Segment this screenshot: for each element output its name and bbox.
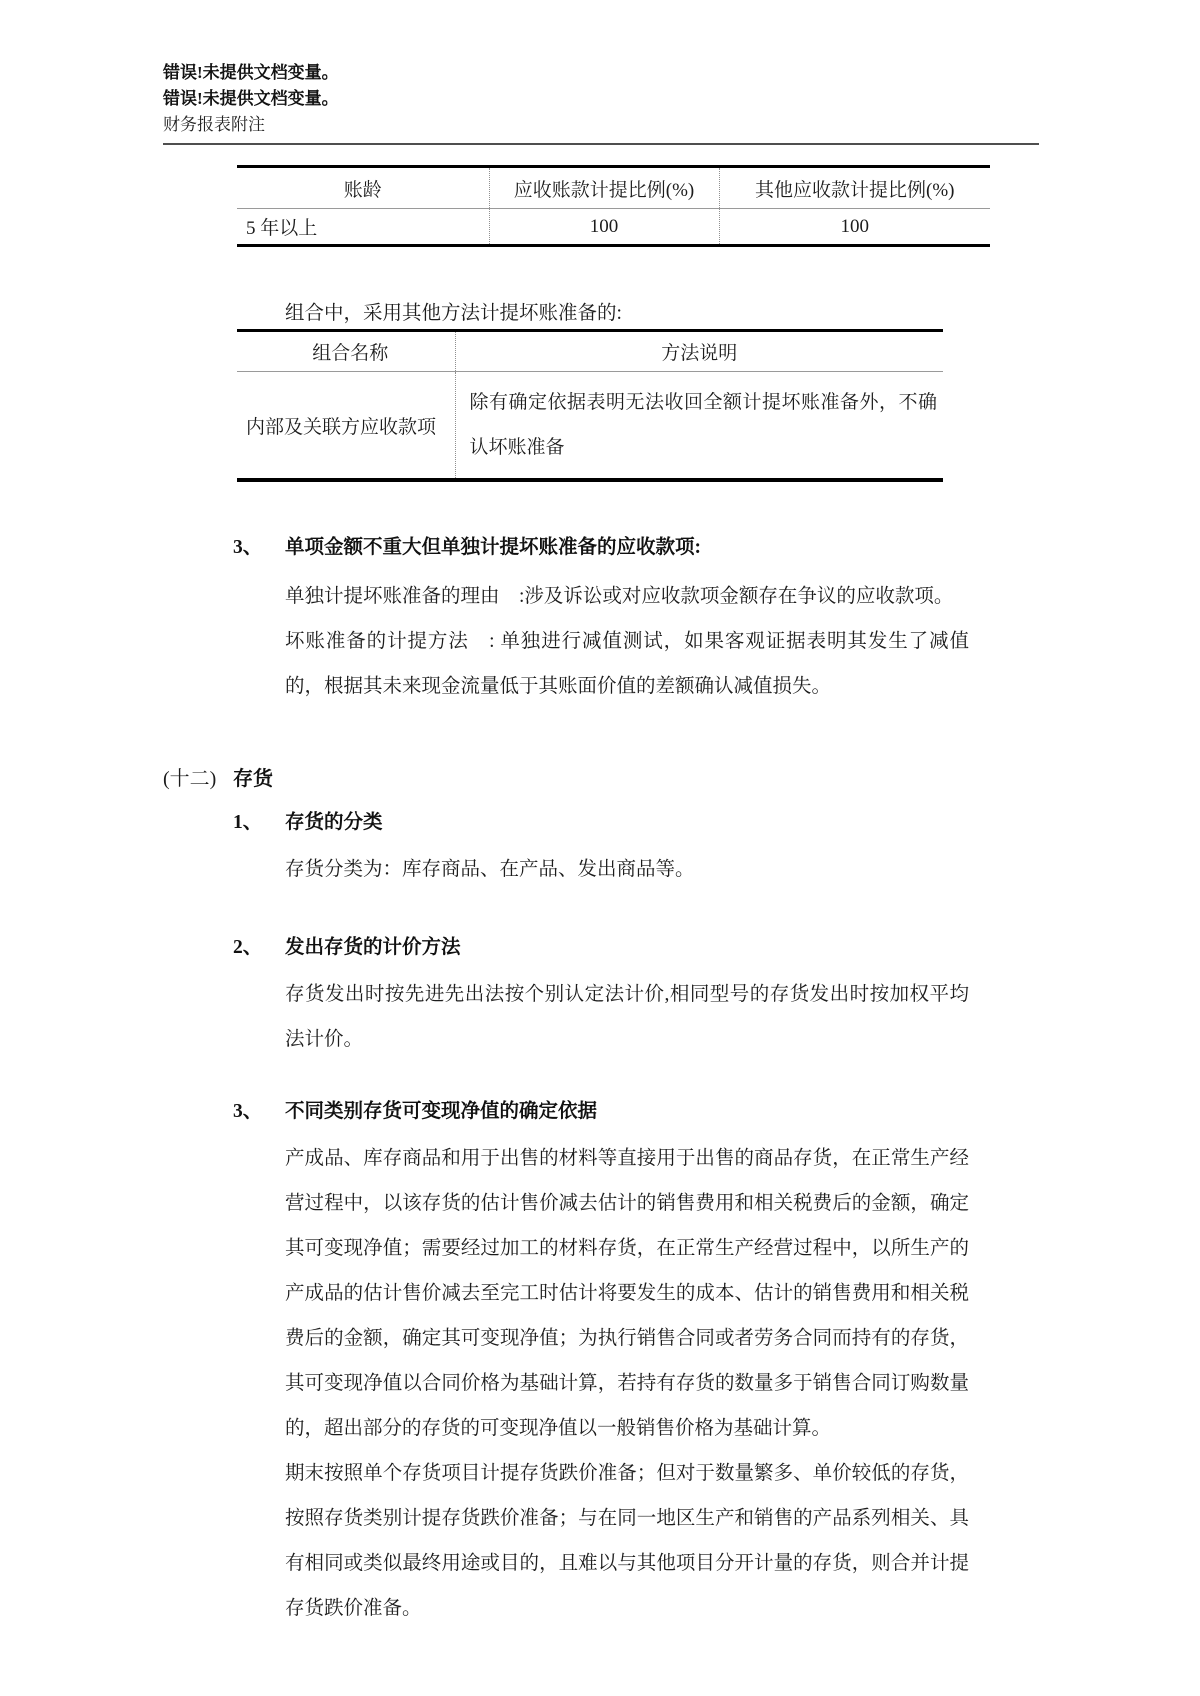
ar-ratio-cell: 100 <box>489 209 719 246</box>
table-row <box>237 372 943 481</box>
inventory-sub1-body: 存货分类为：库存商品、在产品、发出商品等。 <box>285 859 695 880</box>
method-desc-column-header: 方法说明 <box>455 331 943 372</box>
item-number: 3、 <box>233 537 263 558</box>
other-ratio-cell: 100 <box>719 209 990 246</box>
header-rule <box>163 143 1039 145</box>
item-title: 不同类别存货可变现净值的确定依据 <box>285 1101 598 1122</box>
aging-provision-table <box>237 165 990 247</box>
inventory-sub2-body: 存货发出时按先进先出法按个别认定法计价,相同型号的存货发出时按加权平均法计价。 <box>285 984 969 1050</box>
table-header-row <box>237 167 990 209</box>
item-number: 2、 <box>233 937 263 958</box>
inventory-sub3-para1: 产成品、库存商品和用于出售的材料等直接用于出售的商品存货，在正常生产经营过程中，以该存货的估计售价减去估计的销售费用和相关税费后的金额，确定其可变现净值；需要经过加工的材料存货，在正常生产经营过程中，以所生产的产成品的估计售价减去至完工时估计将要发生的成本、估计的销售费用和相关税费后的金额，确定其可变现净值；为执行销售合同或者劳务合同而持有的存货，其可变现净值以合同价格为基础计算，若持有存货的数量多于销售合同订购数量的，超出部分的存货的可变现净值以一般销售价格为基础计算。 <box>285 1148 969 1439</box>
header-doc-title: 财务报表附注 <box>163 115 265 134</box>
item-title: 单项金额不重大但单独计提坏账准备的应收款项: <box>285 537 701 558</box>
item-title: 存货的分类 <box>285 812 383 833</box>
receivables-item3-para2: 坏账准备的计提方法 : 单独进行减值测试，如果客观证据表明其发生了减值的，根据其未来现金流量低于其账面价值的差额确认减值损失。 <box>285 631 969 697</box>
page-header <box>163 60 1200 138</box>
table-header-row <box>237 331 943 372</box>
inventory-sub1-heading <box>233 809 1200 837</box>
inventory-sub3-para2: 期末按照单个存货项目计提存货跌价准备；但对于数量繁多、单价较低的存货，按照存货类别计提存货跌价准备；与在同一地区生产和销售的产品系列相关、具有相同或类似最终用途或目的，且难以与其他项目分开计量的存货，则合并计提存货跌价准备。 <box>285 1463 969 1619</box>
combo-method-intro: 组合中，采用其他方法计提坏账准备的: <box>285 303 622 324</box>
ar-ratio-column-header: 应收账款计提比例(%) <box>489 167 719 209</box>
section-number: (十二) <box>163 768 217 790</box>
item-number: 3、 <box>233 1101 263 1122</box>
other-ratio-column-header: 其他应收款计提比例(%) <box>719 167 990 209</box>
inventory-section-heading <box>163 765 1200 793</box>
combo-name-cell: 内部及关联方应收款项 <box>246 416 437 438</box>
method-desc-cell: 除有确定依据表明无法收回全额计提坏账准备外，不确认坏账准备 <box>455 372 943 481</box>
combo-method-table <box>237 329 943 482</box>
inventory-sub2-heading <box>233 934 1200 962</box>
header-error-line-1: 错误!未提供文档变量。 <box>163 63 339 82</box>
item-title: 发出存货的计价方法 <box>285 937 461 958</box>
section-title: 存货 <box>233 768 273 790</box>
item-number: 1、 <box>233 812 263 833</box>
combo-name-column-header: 组合名称 <box>237 331 455 372</box>
aging-column-header: 账龄 <box>237 167 489 209</box>
inventory-sub3-heading <box>233 1098 1200 1126</box>
aging-cell: 5 年以上 <box>246 218 318 239</box>
table-row <box>237 209 990 246</box>
receivables-item3-para1: 单独计提坏账准备的理由 :涉及诉讼或对应收款项金额存在争议的应收款项。 <box>285 586 954 607</box>
receivables-item3-heading <box>233 534 1200 562</box>
header-error-line-2: 错误!未提供文档变量。 <box>163 89 339 108</box>
